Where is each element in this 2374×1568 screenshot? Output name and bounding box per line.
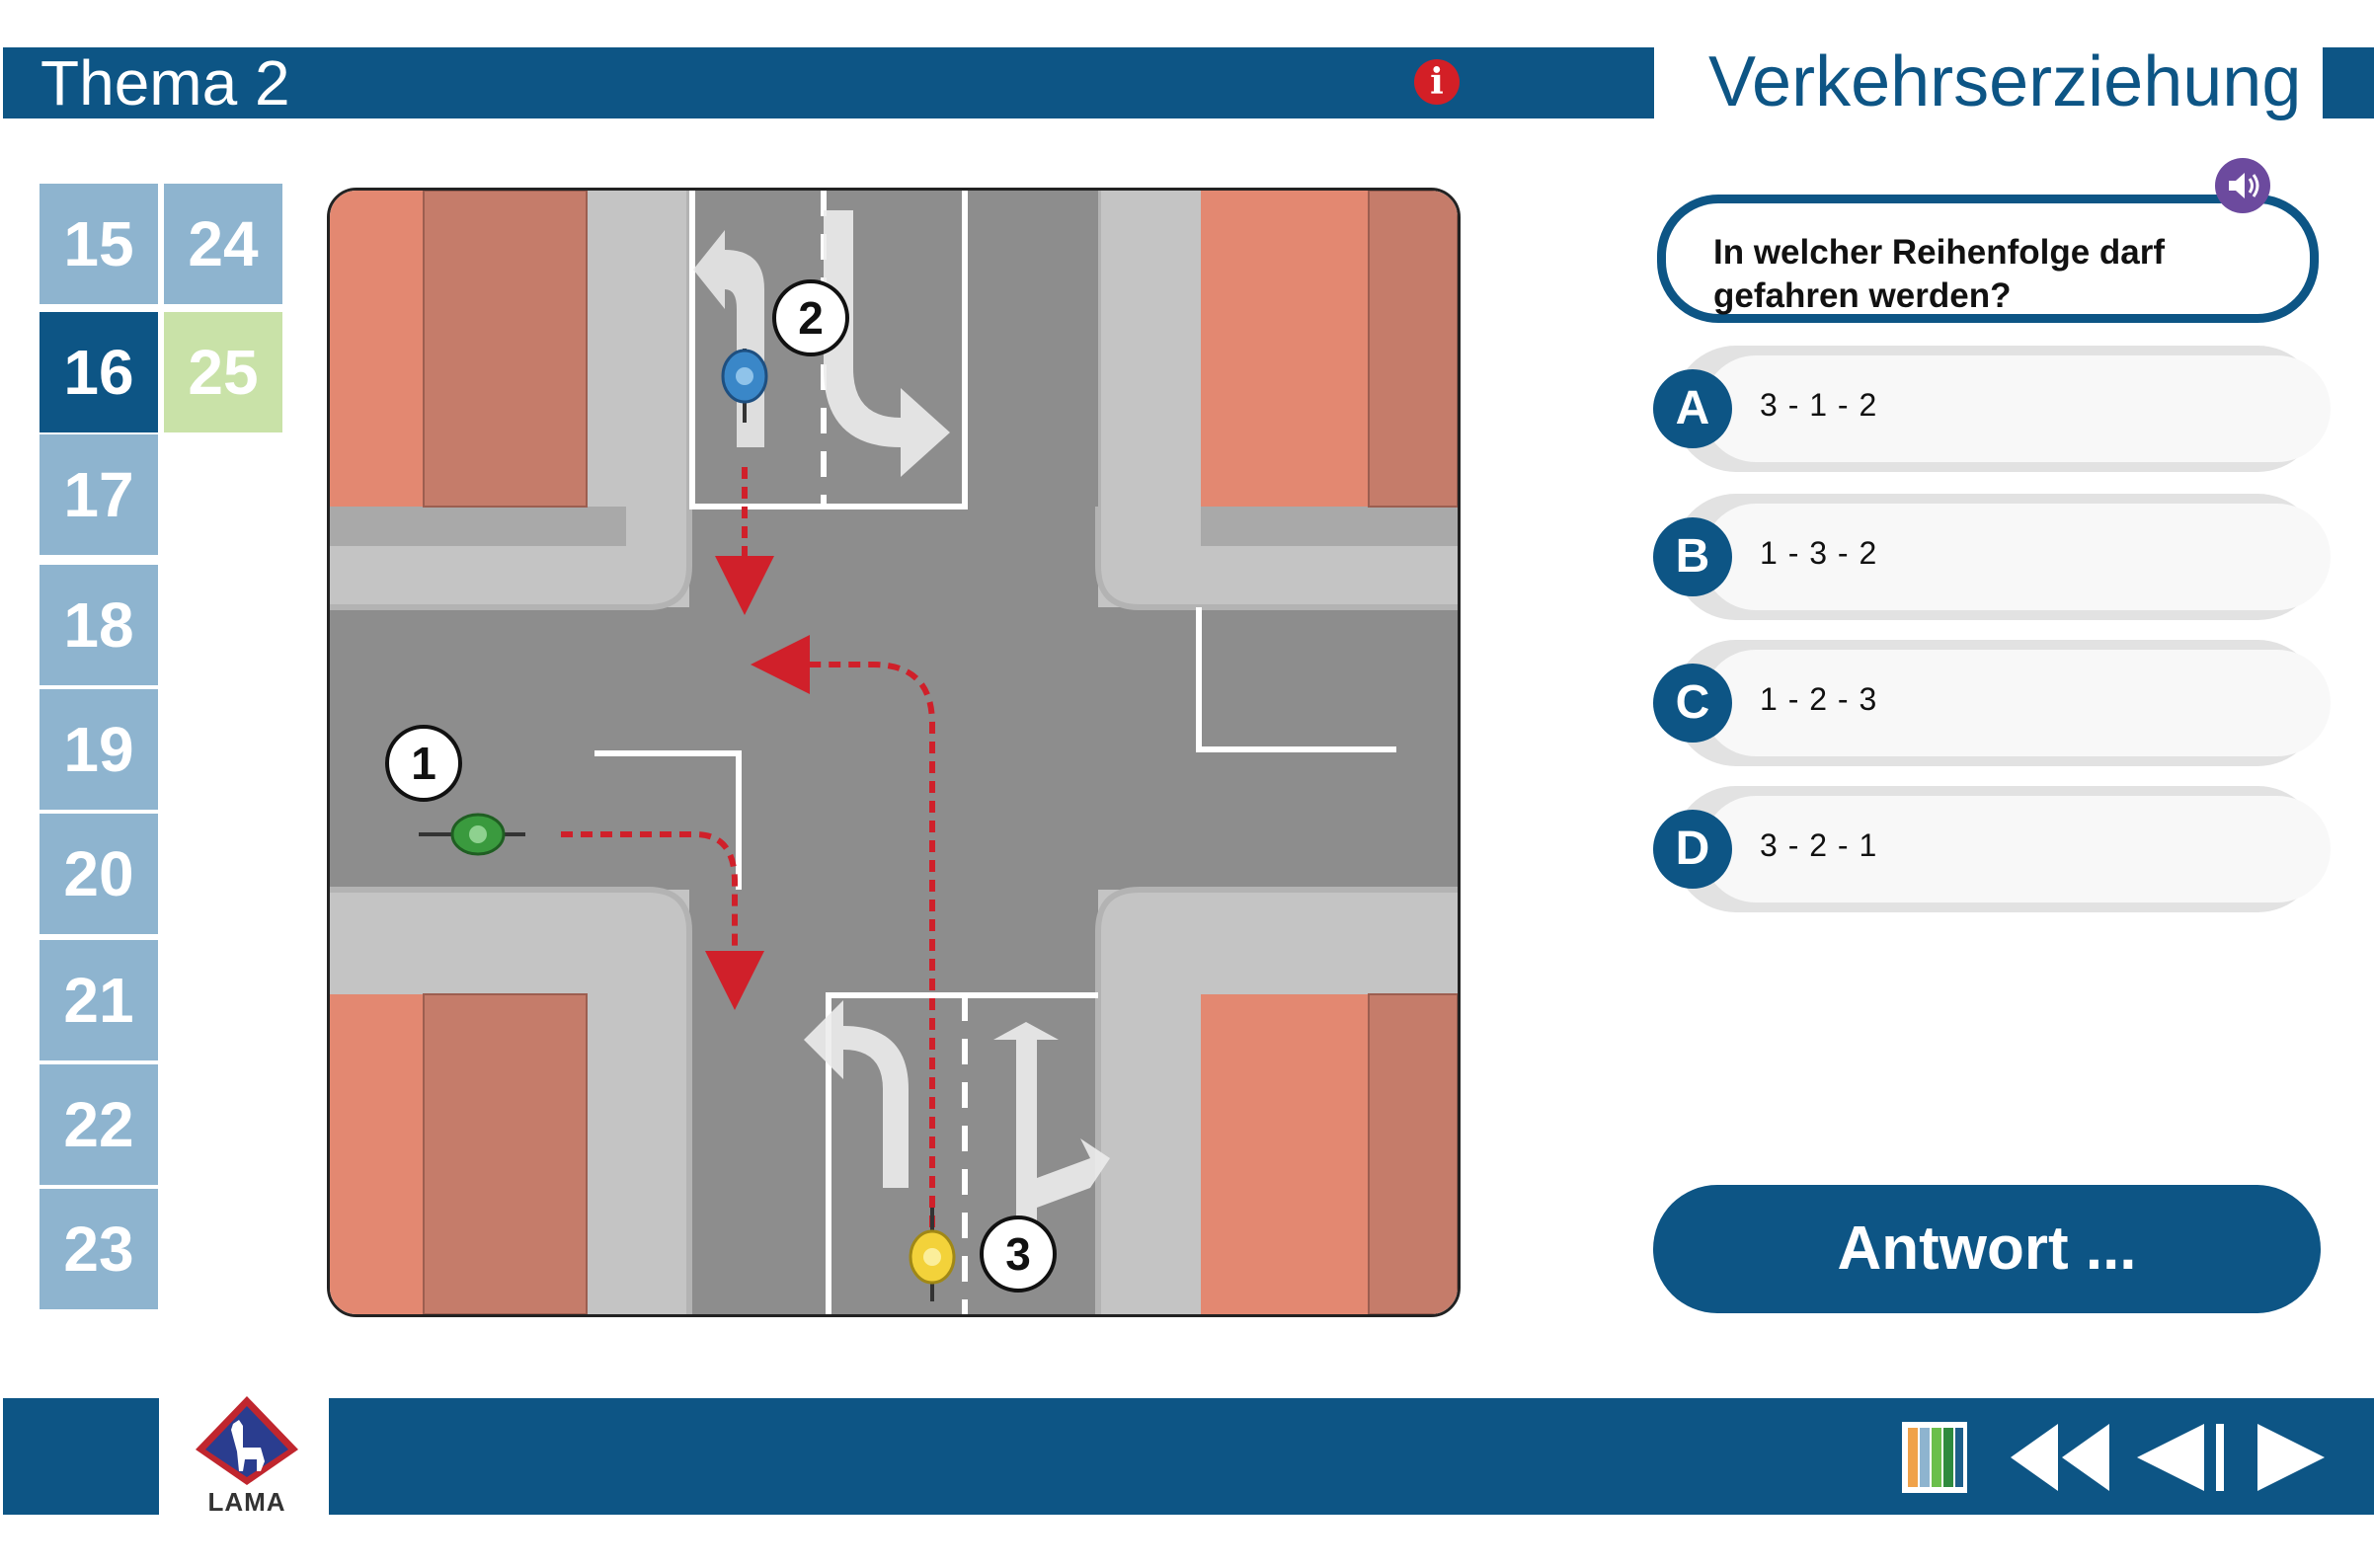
answer-option-a[interactable]	[1653, 346, 2321, 472]
question-tile-21[interactable]: 21	[40, 940, 158, 1060]
logo-text: LAMA	[207, 1487, 286, 1517]
question-tile-18[interactable]: 18	[40, 565, 158, 685]
back-icon[interactable]	[2133, 1418, 2232, 1497]
question-tile-25[interactable]: 25	[164, 312, 282, 432]
question-tile-23[interactable]: 23	[40, 1189, 158, 1309]
cyclist-label-1: 1	[385, 725, 462, 802]
question-tile-15[interactable]: 15	[40, 184, 158, 304]
question-tile-20[interactable]: 20	[40, 814, 158, 934]
intersection-illustration	[330, 191, 1458, 1314]
forward-icon[interactable]	[2254, 1418, 2327, 1497]
cyclist-label-2: 2	[772, 279, 849, 356]
answer-text: 3 - 1 - 2	[1760, 387, 1878, 423]
rewind-icon[interactable]	[2009, 1418, 2111, 1497]
answer-text: 1 - 2 - 3	[1760, 681, 1878, 717]
title-bar	[3, 47, 1654, 118]
intersection-scene	[327, 188, 1461, 1317]
show-answer-button[interactable]: Antwort ...	[1653, 1185, 2321, 1313]
books-icon[interactable]	[1900, 1418, 1969, 1497]
header-right-block	[2323, 47, 2374, 118]
subject-title: Verkehrserziehung	[1708, 42, 2302, 121]
question-box	[1657, 195, 2319, 323]
speaker-icon[interactable]	[2215, 158, 2270, 213]
cyclist-label-3: 3	[980, 1215, 1057, 1293]
question-tile-17[interactable]: 17	[40, 434, 158, 555]
answer-letter: D	[1653, 810, 1732, 889]
footer-left-block	[3, 1398, 159, 1515]
question-tile-19[interactable]: 19	[40, 689, 158, 810]
question-tile-22[interactable]: 22	[40, 1064, 158, 1185]
answer-text: 1 - 3 - 2	[1760, 535, 1878, 571]
answer-letter: C	[1653, 664, 1732, 743]
answer-letter: A	[1653, 369, 1732, 448]
answer-option-b[interactable]	[1653, 494, 2321, 620]
question-tile-16[interactable]: 16	[40, 312, 158, 432]
answer-letter: B	[1653, 517, 1732, 596]
answer-text: 3 - 2 - 1	[1760, 827, 1878, 863]
question-text: In welcher Reihenfolge darf gefahren werden?	[1713, 233, 2166, 315]
info-icon[interactable]: i	[1414, 59, 1460, 105]
answer-option-c[interactable]	[1653, 640, 2321, 766]
answer-option-d[interactable]	[1653, 786, 2321, 912]
question-tile-24[interactable]: 24	[164, 184, 282, 304]
page-title: Thema 2	[40, 47, 290, 118]
